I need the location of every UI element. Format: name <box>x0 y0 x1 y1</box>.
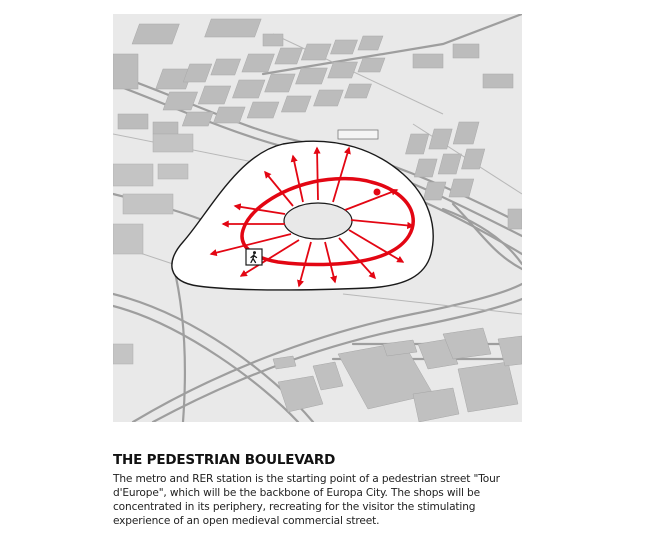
caption-body: The metro and RER station is the starting point of a pedestrian street "Tour d'Europe", which will be the backbone of Europa City. The shops will be concentrated in its periphery, recreating for the visitor the stimulating experience of an open medieval commercial street. <box>113 473 500 527</box>
caption-title: THE PEDESTRIAN BOULEVARD <box>113 452 336 468</box>
central-plaza <box>284 203 352 239</box>
station-building <box>338 130 378 139</box>
site-diagram <box>113 14 522 422</box>
pedestrian-icon <box>246 249 262 265</box>
